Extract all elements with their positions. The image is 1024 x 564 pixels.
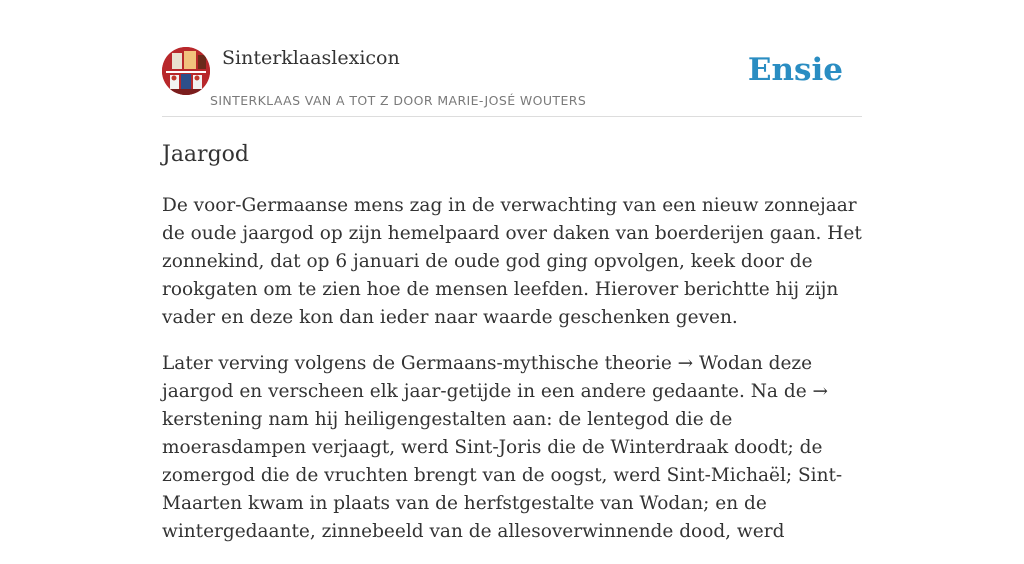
- paragraph-1: De voor-Germaanse mens zag in de verwachting van een nieuw zonnejaar de oude jaargod op zijn hemelpaard over daken van boerderijen gaan. Het zonnekind, dat op 6 januari de oude god ging opvolgen, keek door de rookgaten om te zien hoe de mensen leefden. Hierover berichtte hij zijn vader en deze kon dan ieder naar waarde geschenken geven.: [162, 195, 862, 328]
- paragraph-2-text-a: Later verving volgens de Germaans-mythische theorie: [162, 353, 678, 374]
- wodan-link-arrow[interactable]: →: [677, 353, 694, 374]
- kerstening-link-arrow[interactable]: →: [812, 381, 829, 402]
- ensie-logo-link[interactable]: Ensie: [747, 52, 843, 88]
- site-title-link[interactable]: Sinterklaaslexicon: [222, 47, 400, 69]
- paragraph-2: [162, 350, 862, 546]
- avatar-image: [162, 47, 210, 95]
- paragraph-2-text-c: kerstening nam hij heiligengestalten aan: de lentegod die de moerasdampen verjaagt, werd Sint-Joris die de Winterdraak doodt; de zomergod die de vruchten brengt van de oogst, werd Sint-Michaël; Sint-Maarten kwam in plaats van de herfstgestalte van Wodan; en de wintergedaante, zinnebeeld van de allesoverwinnende dood, werd: [162, 409, 843, 542]
- site-header: [162, 46, 862, 117]
- paragraph-2-text-b: Wodan deze jaargod en verscheen elk jaar-getijde in een andere gedaante. Na de: [162, 353, 813, 402]
- lexicon-avatar[interactable]: [162, 47, 210, 95]
- article-body: [162, 192, 862, 564]
- article-title: Jaargod: [162, 142, 249, 167]
- site-subtitle: SINTERKLAAS VAN A TOT Z DOOR MARIE-JOSÉ WOUTERS: [210, 93, 587, 108]
